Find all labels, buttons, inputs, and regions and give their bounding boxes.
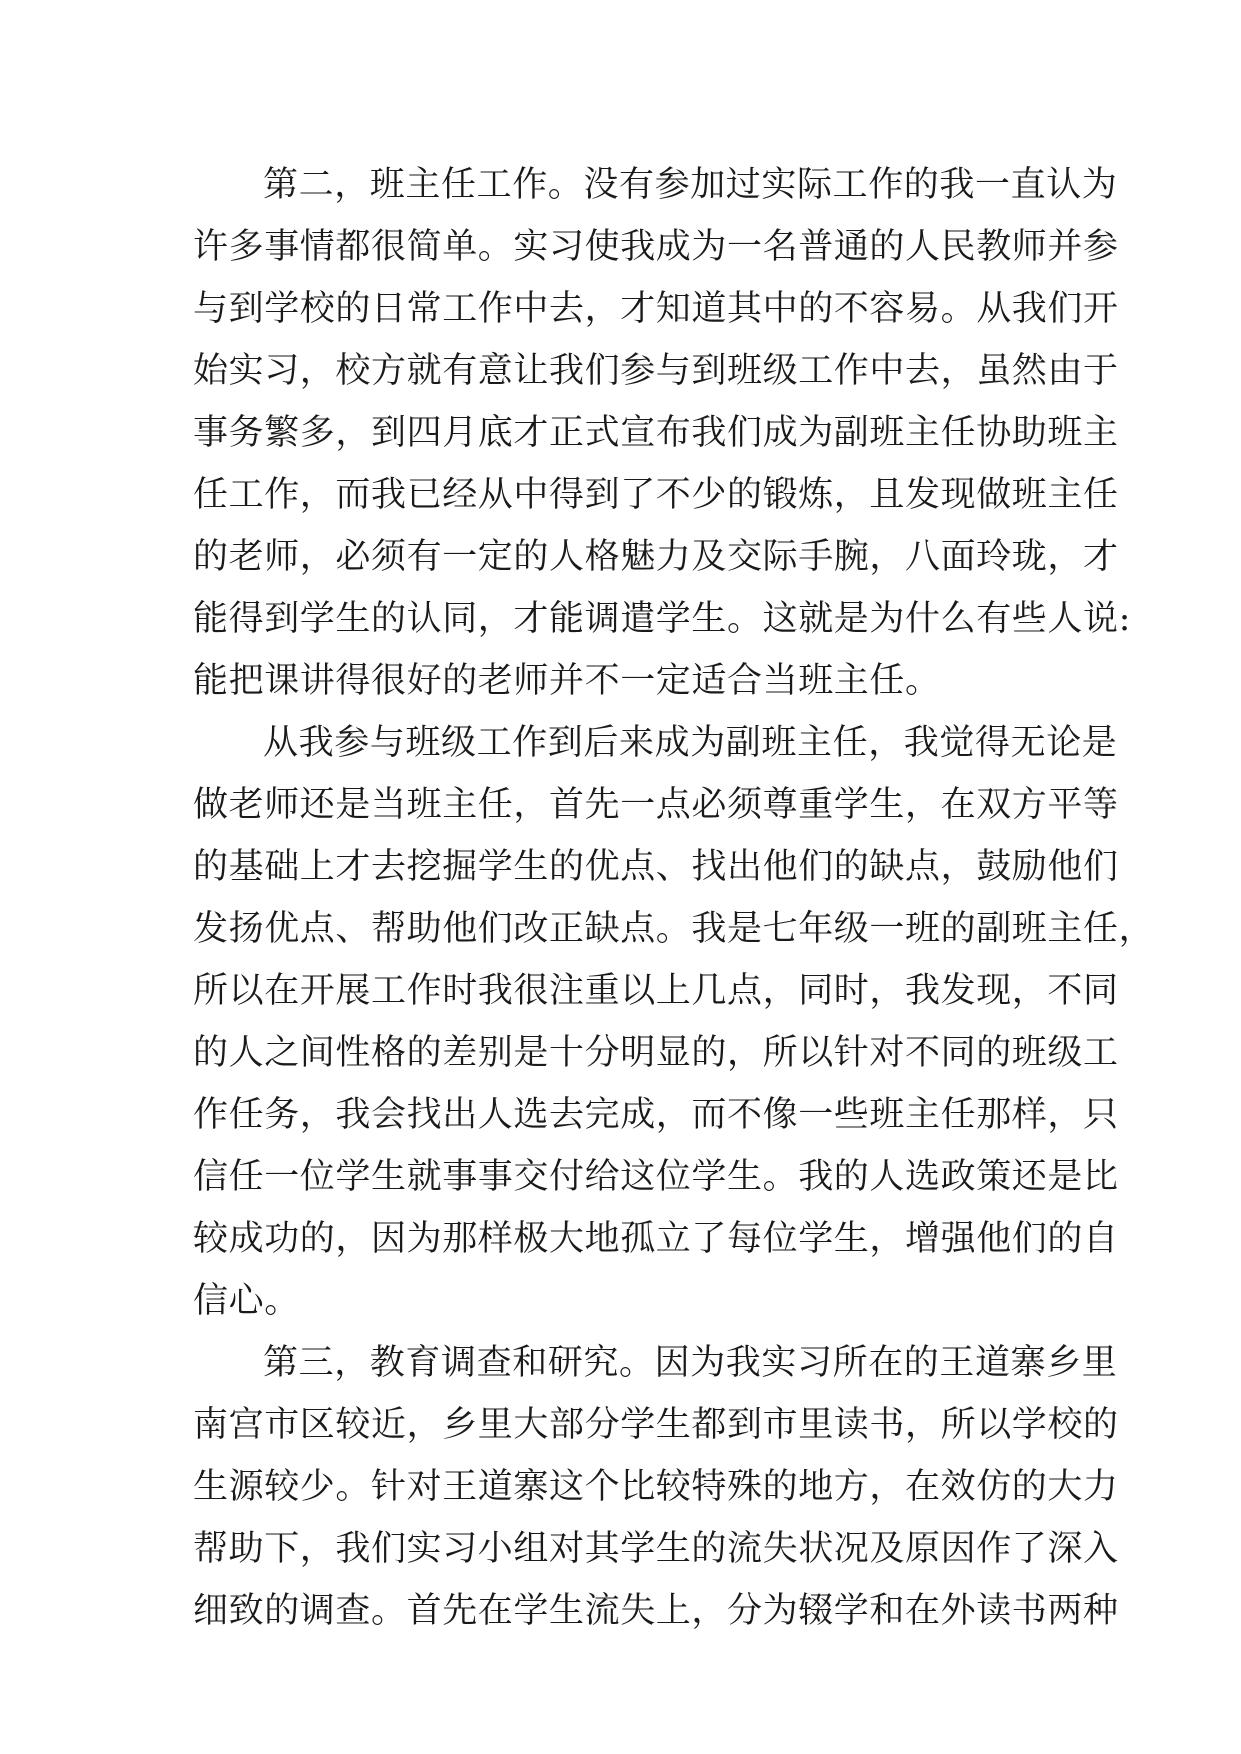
text-line: 信任一位学生就事事交付给这位学生。我的人选政策还是比: [193, 1157, 1119, 1197]
text-line: 作任务，我会找出人选去完成，而不像一些班主任那样，只: [193, 1095, 1119, 1135]
text-line: 第二，班主任工作。没有参加过实际工作的我一直认为: [263, 165, 1118, 205]
text-line: 的基础上才去挖掘学生的优点、找出他们的缺点，鼓励他们: [193, 847, 1119, 887]
text-line: 任工作，而我已经从中得到了不少的锻炼，且发现做班主任: [193, 475, 1119, 515]
text-line: 能得到学生的认同，才能调遣学生。这就是为什么有些人说:: [193, 599, 1131, 639]
text-line: 能把课讲得很好的老师并不一定适合当班主任。: [193, 661, 941, 701]
text-line: 许多事情都很简单。实习使我成为一名普通的人民教师并参: [193, 227, 1119, 267]
paragraph-class-teacher-work: [193, 154, 1131, 712]
text-line: 所以在开展工作时我很注重以上几点，同时，我发现，不同: [193, 971, 1119, 1011]
text-line: 较成功的，因为那样极大地孤立了每位学生，增强他们的自: [193, 1219, 1119, 1259]
text-line: 的人之间性格的差别是十分明显的，所以针对不同的班级工: [193, 1033, 1119, 1073]
text-line: 从我参与班级工作到后来成为副班主任，我觉得无论是: [263, 723, 1118, 763]
text-line: 南宫市区较近，乡里大部分学生都到市里读书，所以学校的: [193, 1405, 1119, 1445]
text-line: 第三，教育调查和研究。因为我实习所在的王道寨乡里: [263, 1343, 1118, 1383]
text-line: 的老师，必须有一定的人格魅力及交际手腕，八面玲珑，才: [193, 537, 1119, 577]
text-line: 细致的调查。首先在学生流失上，分为辍学和在外读书两种: [193, 1591, 1119, 1631]
text-line: 帮助下，我们实习小组对其学生的流失状况及原因作了深入: [193, 1529, 1119, 1569]
text-line: 事务繁多，到四月底才正式宣布我们成为副班主任协助班主: [193, 413, 1119, 453]
paragraph-assistant-class-teacher: [193, 712, 1155, 1332]
text-line: 生源较少。针对王道寨这个比较特殊的地方，在效仿的大力: [193, 1467, 1119, 1507]
text-line: 与到学校的日常工作中去，才知道其中的不容易。从我们开: [193, 289, 1119, 329]
text-line: 信心。: [193, 1281, 300, 1321]
paragraph-education-research: [193, 1332, 1119, 1642]
text-line: 做老师还是当班主任，首先一点必须尊重学生，在双方平等: [193, 785, 1119, 825]
text-line: 始实习，校方就有意让我们参与到班级工作中去，虽然由于: [193, 351, 1119, 391]
document-body: [193, 154, 1155, 1642]
text-line: 发扬优点、帮助他们改正缺点。我是七年级一班的副班主任，: [193, 909, 1155, 949]
